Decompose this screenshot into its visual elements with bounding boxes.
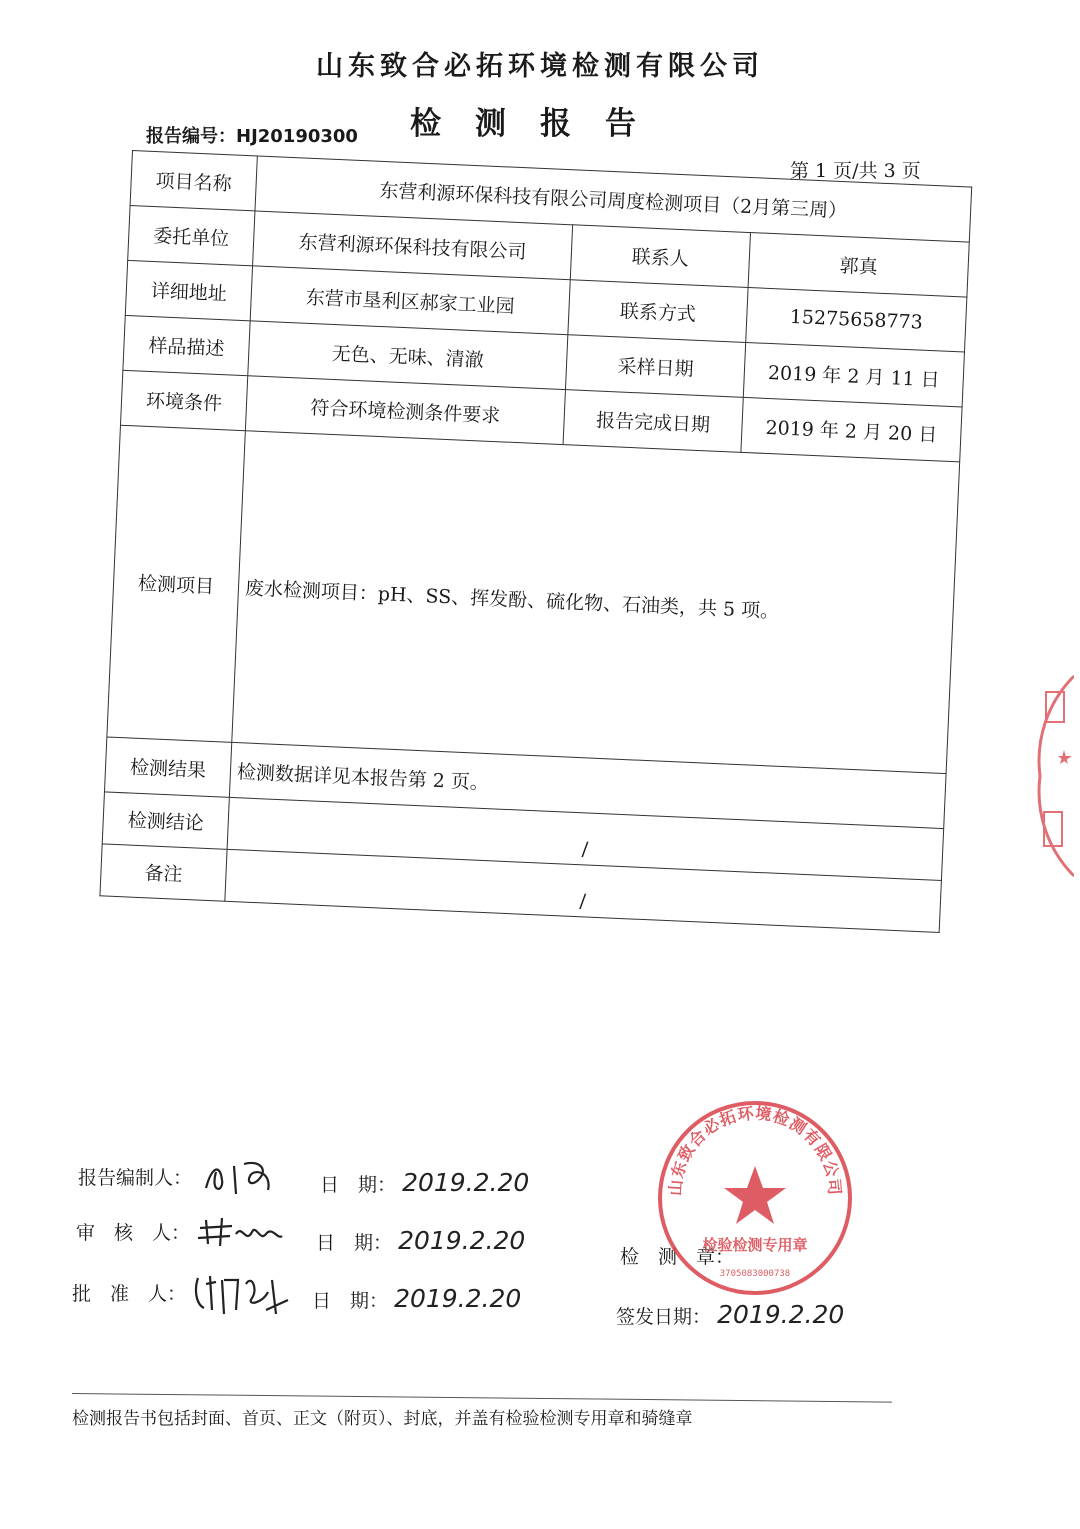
project-name-value: 东营利源环保科技有限公司周度检测项目（2月第三周） — [255, 156, 972, 242]
approver-signature — [192, 1270, 292, 1320]
results-label: 检测结果 — [104, 737, 231, 797]
compiler-label: 报告编制人： — [78, 1167, 193, 1189]
footer-note: 检测报告书包括封面、首页、正文（附页）、封底，并盖有检验检测专用章和骑缝章 — [72, 1409, 693, 1429]
completion-date-label: 报告完成日期 — [563, 390, 743, 453]
star-icon — [724, 1166, 786, 1224]
stamp-label: 检 测 章： — [620, 1246, 735, 1268]
issue-date-line — [616, 1300, 844, 1329]
approver-line — [72, 1270, 292, 1320]
page-indicator: 第 1 页/共 3 页 — [790, 160, 921, 182]
address-value: 东营市垦利区郝家工业园 — [250, 266, 570, 335]
remarks-label: 备注 — [100, 844, 227, 901]
sample-value: 无色、无味、清澈 — [248, 321, 568, 390]
contact-label: 联系人 — [570, 225, 750, 288]
report-number-label: 报告编号： — [146, 126, 236, 147]
report-table — [99, 150, 972, 933]
reviewer-date-label: 日 期： — [316, 1232, 393, 1254]
official-seal-stamp — [655, 1098, 855, 1298]
table-row — [107, 425, 960, 773]
compiler-date-value: 2019.2.20 — [402, 1168, 530, 1197]
reviewer-date-line — [316, 1226, 525, 1255]
approver-date-line — [312, 1284, 521, 1313]
compiler-signature — [198, 1158, 278, 1200]
compiler-line — [78, 1158, 278, 1200]
approver-label: 批 准 人： — [72, 1283, 187, 1305]
issue-date-value: 2019.2.20 — [717, 1300, 845, 1329]
company-name: 山东致合必拓环境检测有限公司 — [316, 51, 764, 82]
phone-label: 联系方式 — [568, 280, 748, 343]
report-number — [146, 122, 358, 148]
items-label: 检测项目 — [107, 425, 245, 742]
client-label: 委托单位 — [128, 205, 255, 265]
reviewer-signature — [196, 1214, 286, 1254]
issue-date-label: 签发日期： — [616, 1306, 712, 1328]
svg-text:3705083000738: 3705083000738 — [719, 1269, 791, 1279]
environment-value: 符合环境检测条件要求 — [245, 376, 565, 445]
report-table-frame — [98, 150, 972, 976]
svg-text:山东致合必拓环境检测有限公司: 山东致合必拓环境检测有限公司 — [665, 1103, 845, 1197]
client-value: 东营利源环保科技有限公司 — [253, 211, 573, 280]
report-number-value: HJ20190300 — [236, 126, 358, 147]
approver-date-label: 日 期： — [312, 1290, 389, 1312]
completion-date-value: 2019 年 2 月 20 日 — [741, 397, 962, 462]
reviewer-date-value: 2019.2.20 — [398, 1226, 526, 1255]
reviewer-line — [76, 1214, 286, 1254]
contact-value: 郭真 — [748, 233, 969, 298]
reviewer-label: 审 核 人： — [76, 1222, 191, 1244]
items-value: 废水检测项目：pH、SS、挥发酚、硫化物、石油类，共 5 项。 — [232, 431, 960, 774]
approver-date-value: 2019.2.20 — [394, 1284, 522, 1313]
footer-divider — [72, 1393, 892, 1403]
conclusion-label: 检测结论 — [102, 792, 229, 849]
environment-label: 环境条件 — [120, 370, 247, 430]
compiler-date-line — [320, 1168, 529, 1197]
results-value: 检测数据详见本报告第 2 页。 — [229, 742, 946, 828]
document-title: 检测报告 — [410, 106, 670, 142]
seam-stamp-fragment — [1034, 672, 1074, 880]
address-label: 详细地址 — [125, 260, 252, 320]
remarks-value: / — [225, 849, 942, 932]
project-name-label: 项目名称 — [130, 151, 257, 211]
sampling-date-label: 采样日期 — [565, 335, 745, 398]
phone-value: 15275658773 — [746, 288, 967, 353]
sampling-date-value: 2019 年 2 月 11 日 — [743, 342, 964, 407]
conclusion-value: / — [227, 797, 944, 880]
compiler-date-label: 日 期： — [320, 1174, 397, 1196]
sample-label: 样品描述 — [123, 315, 250, 375]
svg-text:检验检测专用章: 检验检测专用章 — [702, 1236, 808, 1254]
